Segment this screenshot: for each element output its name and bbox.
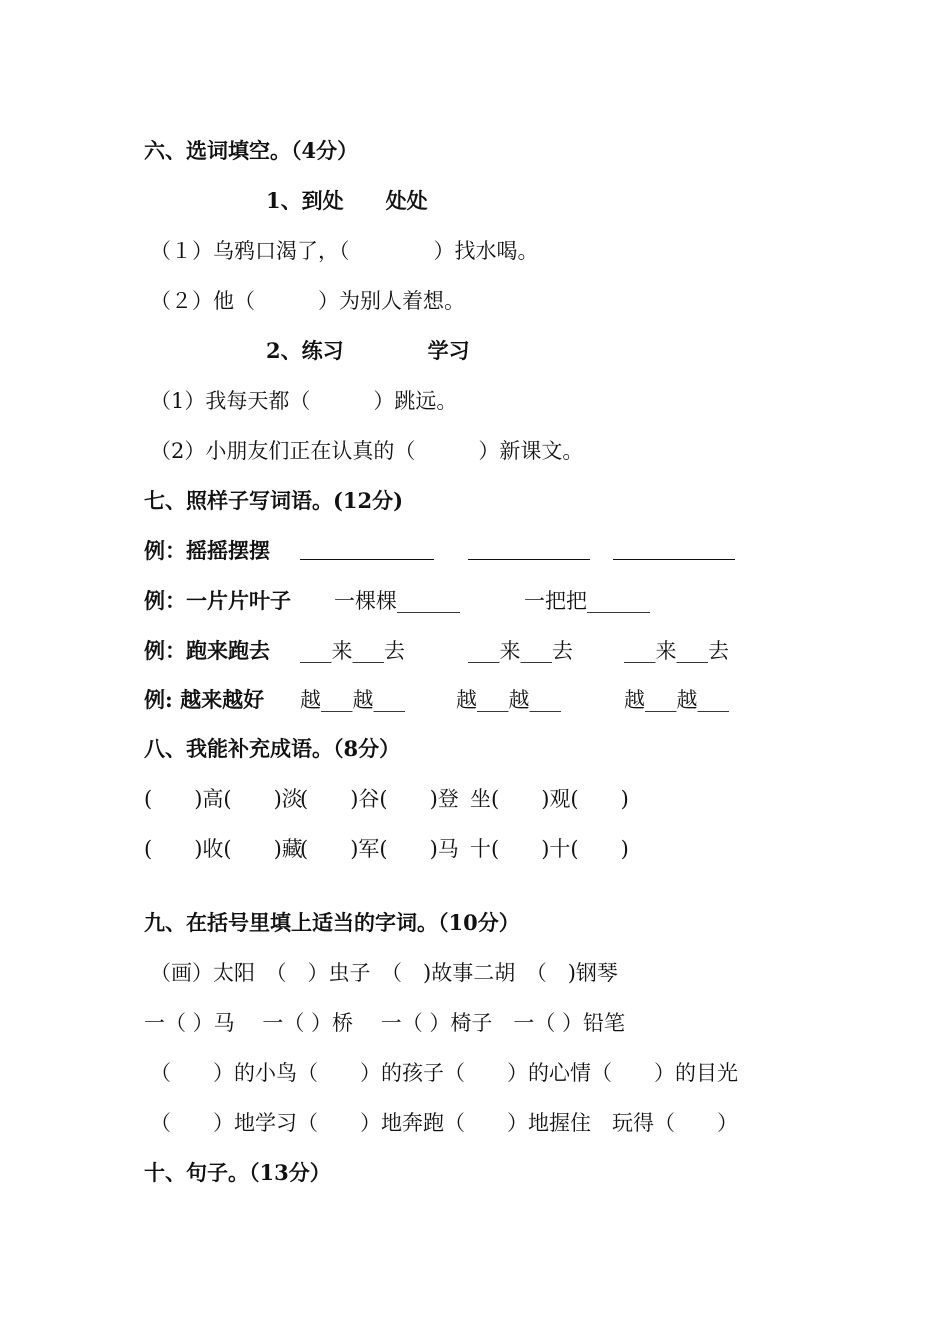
section7-heading: 七、照样子写词语。(12分)	[144, 488, 404, 513]
section6-heading: 六、选词填空。（4分）	[144, 138, 359, 163]
section8-row1-item-3: 坐( )观( )	[470, 787, 629, 811]
section7-example1-label: 例：摇摇摆摆	[144, 538, 270, 563]
section10-heading: 十、句子。（13分）	[144, 1160, 331, 1185]
section9-line2: 一（ ）马 一（ ）桥 一（ ）椅子 一（ ）铅笔	[144, 1011, 626, 1035]
section6-q2-2: （2）小朋友们正在认真的（ ）新课文。	[150, 439, 584, 463]
section8-row1-item-2: ( )谷( )登	[300, 787, 459, 811]
section9-line3: （ ）的小鸟（ ）的孩子（ ）的心情（ ）的目光	[150, 1061, 738, 1085]
section7-example2-item-1: 一棵棵______	[334, 589, 460, 613]
section8-row2-item-1: ( )收( )藏	[144, 837, 303, 861]
section7-example4-label: 例: 越来越好	[144, 687, 265, 712]
section7-example1-blank-3[interactable]	[613, 539, 735, 565]
section7-example4-item-2: 越___越___	[456, 688, 561, 712]
section6-group2-title: 2、练习 学习	[266, 338, 470, 363]
section8-row2-item-2: ( )军( )马	[300, 837, 459, 861]
section6-group1-title: 1、到处 处处	[266, 188, 428, 213]
section9-line1: （画）太阳 （ ）虫子 （ )故事二胡 （ )钢琴	[150, 961, 618, 985]
section7-example2-item-2: 一把把______	[524, 589, 650, 613]
section7-example3-label: 例：跑来跑去	[144, 638, 270, 663]
section9-heading: 九、在括号里填上适当的字词。（10分）	[144, 910, 520, 935]
section8-heading: 八、我能补充成语。（8分）	[144, 736, 401, 761]
section8-row1-item-1: ( )高( )淡	[144, 787, 303, 811]
section9-line4: （ ）地学习（ ）地奔跑（ ）地握住 玩得（ ）	[150, 1111, 738, 1135]
section6-q1-2: （２）他（ ）为别人着想。	[150, 289, 465, 313]
section7-example2-label: 例：一片片叶子	[144, 588, 291, 613]
section6-q2-1: （1）我每天都（ ）跳远。	[150, 389, 458, 413]
section7-example3-item-1: ___来___去	[300, 639, 405, 663]
section7-example1-blank-1[interactable]	[300, 539, 434, 565]
section7-example4-item-3: 越___越___	[624, 688, 729, 712]
section7-example1-blank-2[interactable]	[468, 539, 590, 565]
section7-example3-item-3: ___来___去	[624, 639, 729, 663]
section6-q1-1: （１）乌鸦口渴了，（ ）找水喝。	[150, 239, 539, 263]
section7-example3-item-2: ___来___去	[468, 639, 573, 663]
section7-example4-item-1: 越___越___	[300, 688, 405, 712]
section8-row2-item-3: 十( )十( )	[470, 837, 629, 861]
